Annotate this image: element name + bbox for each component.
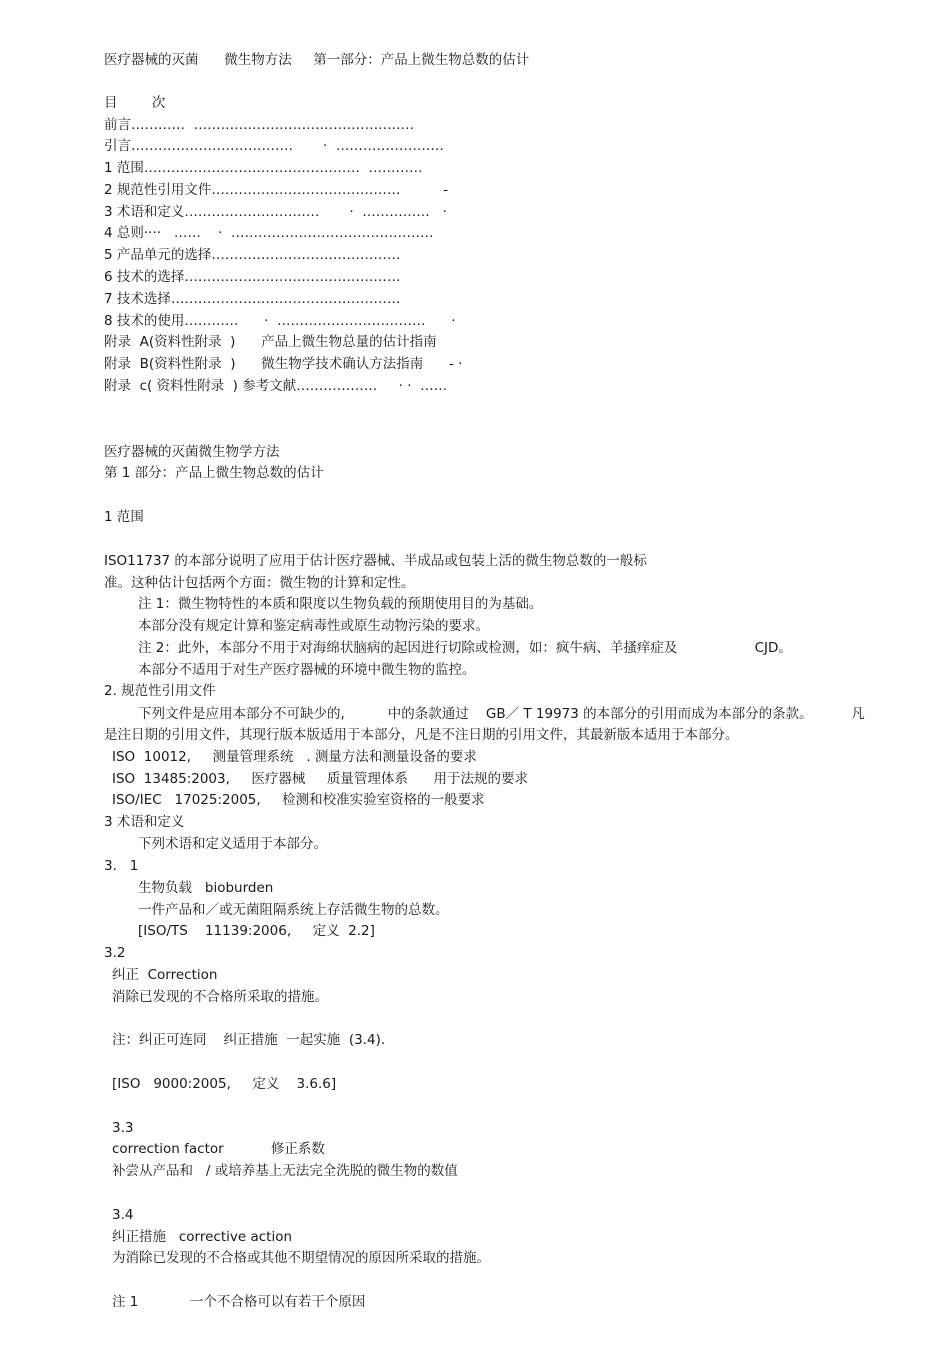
section-heading: 1 范围 (104, 509, 144, 525)
term-number: 3.3 (112, 1120, 134, 1136)
toc-heading: 目 次 (104, 95, 166, 111)
note: 注 1：微生物特性的本质和限度以生物负载的预期使用目的为基础。 (138, 596, 543, 612)
term-number: 3. 1 (104, 858, 139, 874)
paragraph: 准。这种估计包括两个方面：微生物的计算和定性。 (104, 575, 415, 591)
paragraph: 本部分没有规定计算和鉴定病毒性或原生动物污染的要求。 (138, 618, 489, 634)
reference: ISO 10012, 测量管理系统 . 测量方法和测量设备的要求 (112, 749, 477, 765)
toc-entry: 7 技术选择…………………………………………… (104, 291, 401, 307)
note: 注 1 一个不合格可以有若干个原因 (112, 1294, 366, 1310)
toc-entry: 8 技术的使用………… · …………………………… · (104, 313, 456, 329)
toc-entry: 4 总则···· …… · ……………………………………… (104, 225, 434, 241)
section-heading: 2. 规范性引用文件 (104, 683, 216, 699)
doc-title: 医疗器械的灭菌 微生物方法 第一部分：产品上微生物总数的估计 (104, 52, 530, 68)
reference: ISO 13485:2003, 医疗器械 质量管理体系 用于法规的要求 (112, 771, 529, 787)
definition: 为消除已发现的不合格或其他不期望情况的原因所采取的措施。 (112, 1250, 490, 1266)
definition: 一件产品和／或无菌阻隔系统上存活微生物的总数。 (138, 902, 449, 918)
toc-entry: 2 规范性引用文件…………………………………… - (104, 182, 449, 198)
term: 纠正 Correction (112, 967, 218, 983)
term-number: 3.2 (104, 945, 126, 961)
reference: ISO/IEC 17025:2005, 检测和校准实验室资格的一般要求 (112, 792, 485, 808)
note: 注：纠正可连同 纠正措施 一起实施 (3.4). (112, 1032, 386, 1048)
term-reference: [ISO 9000:2005, 定义 3.6.6] (112, 1076, 337, 1092)
paragraph: 是注日期的引用文件，其现行版本版适用于本部分，凡是不注日期的引用文件，其最新版本适用于本部分。 (104, 727, 739, 743)
toc-entry: 前言………… …………………………………………. (104, 117, 414, 133)
term: correction factor 修正系数 (112, 1141, 325, 1157)
toc-entry: 5 产品单元的选择…………………………………… (104, 247, 401, 263)
toc-entry: 附录 A(资料性附录 ) 产品上微生物总量的估计指南 (104, 334, 437, 350)
toc-entry: 附录 c( 资料性附录 ) 参考文献……………… · · …… (104, 378, 448, 394)
term: 纠正措施 corrective action (112, 1229, 293, 1245)
definition: 消除已发现的不合格所采取的措施。 (112, 989, 328, 1005)
toc-entry: 3 术语和定义………………………… · …………… · (104, 204, 447, 220)
toc-entry: 6 技术的选择………………………………………… (104, 269, 401, 285)
definition: 补尝从产品和 / 或培养基上无法完全洗脱的微生物的数值 (112, 1163, 458, 1179)
paragraph: 下列术语和定义适用于本部分。 (138, 836, 327, 852)
toc-entry: 附录 B(资料性附录 ) 微生物学技术确认方法指南 - · (104, 356, 463, 372)
note: 注 2：此外，本部分不用于对海绵状脑病的起因进行切除或检测，如：疯牛病、羊搔痒症及 CJD。 (138, 640, 792, 656)
section-heading: 3 术语和定义 (104, 814, 185, 830)
paragraph: ISO11737 的本部分说明了应用于估计医疗器械、半成品或包装上活的微生物总数的一般标 (104, 553, 647, 569)
term-number: 3.4 (112, 1207, 134, 1223)
term-reference: [ISO/TS 11139:2006, 定义 2.2] (138, 923, 375, 939)
body-title: 医疗器械的灭菌微生物学方法 (104, 444, 280, 460)
toc-entry: 1 范围………………………………………… ………… (104, 160, 423, 176)
toc-entry: 引言……………………………… · …………………… (104, 138, 444, 154)
body-subtitle: 第 1 部分：产品上微生物总数的估计 (104, 465, 324, 481)
paragraph: 本部分不适用于对生产医疗器械的环境中微生物的监控。 (138, 662, 476, 678)
paragraph: 下列文件是应用本部分不可缺少的, 中的条款通过 GB／ T 19973 的本部分的引用而成为本部分的条款。 凡 (138, 706, 865, 722)
term: 生物负载 bioburden (138, 880, 274, 896)
